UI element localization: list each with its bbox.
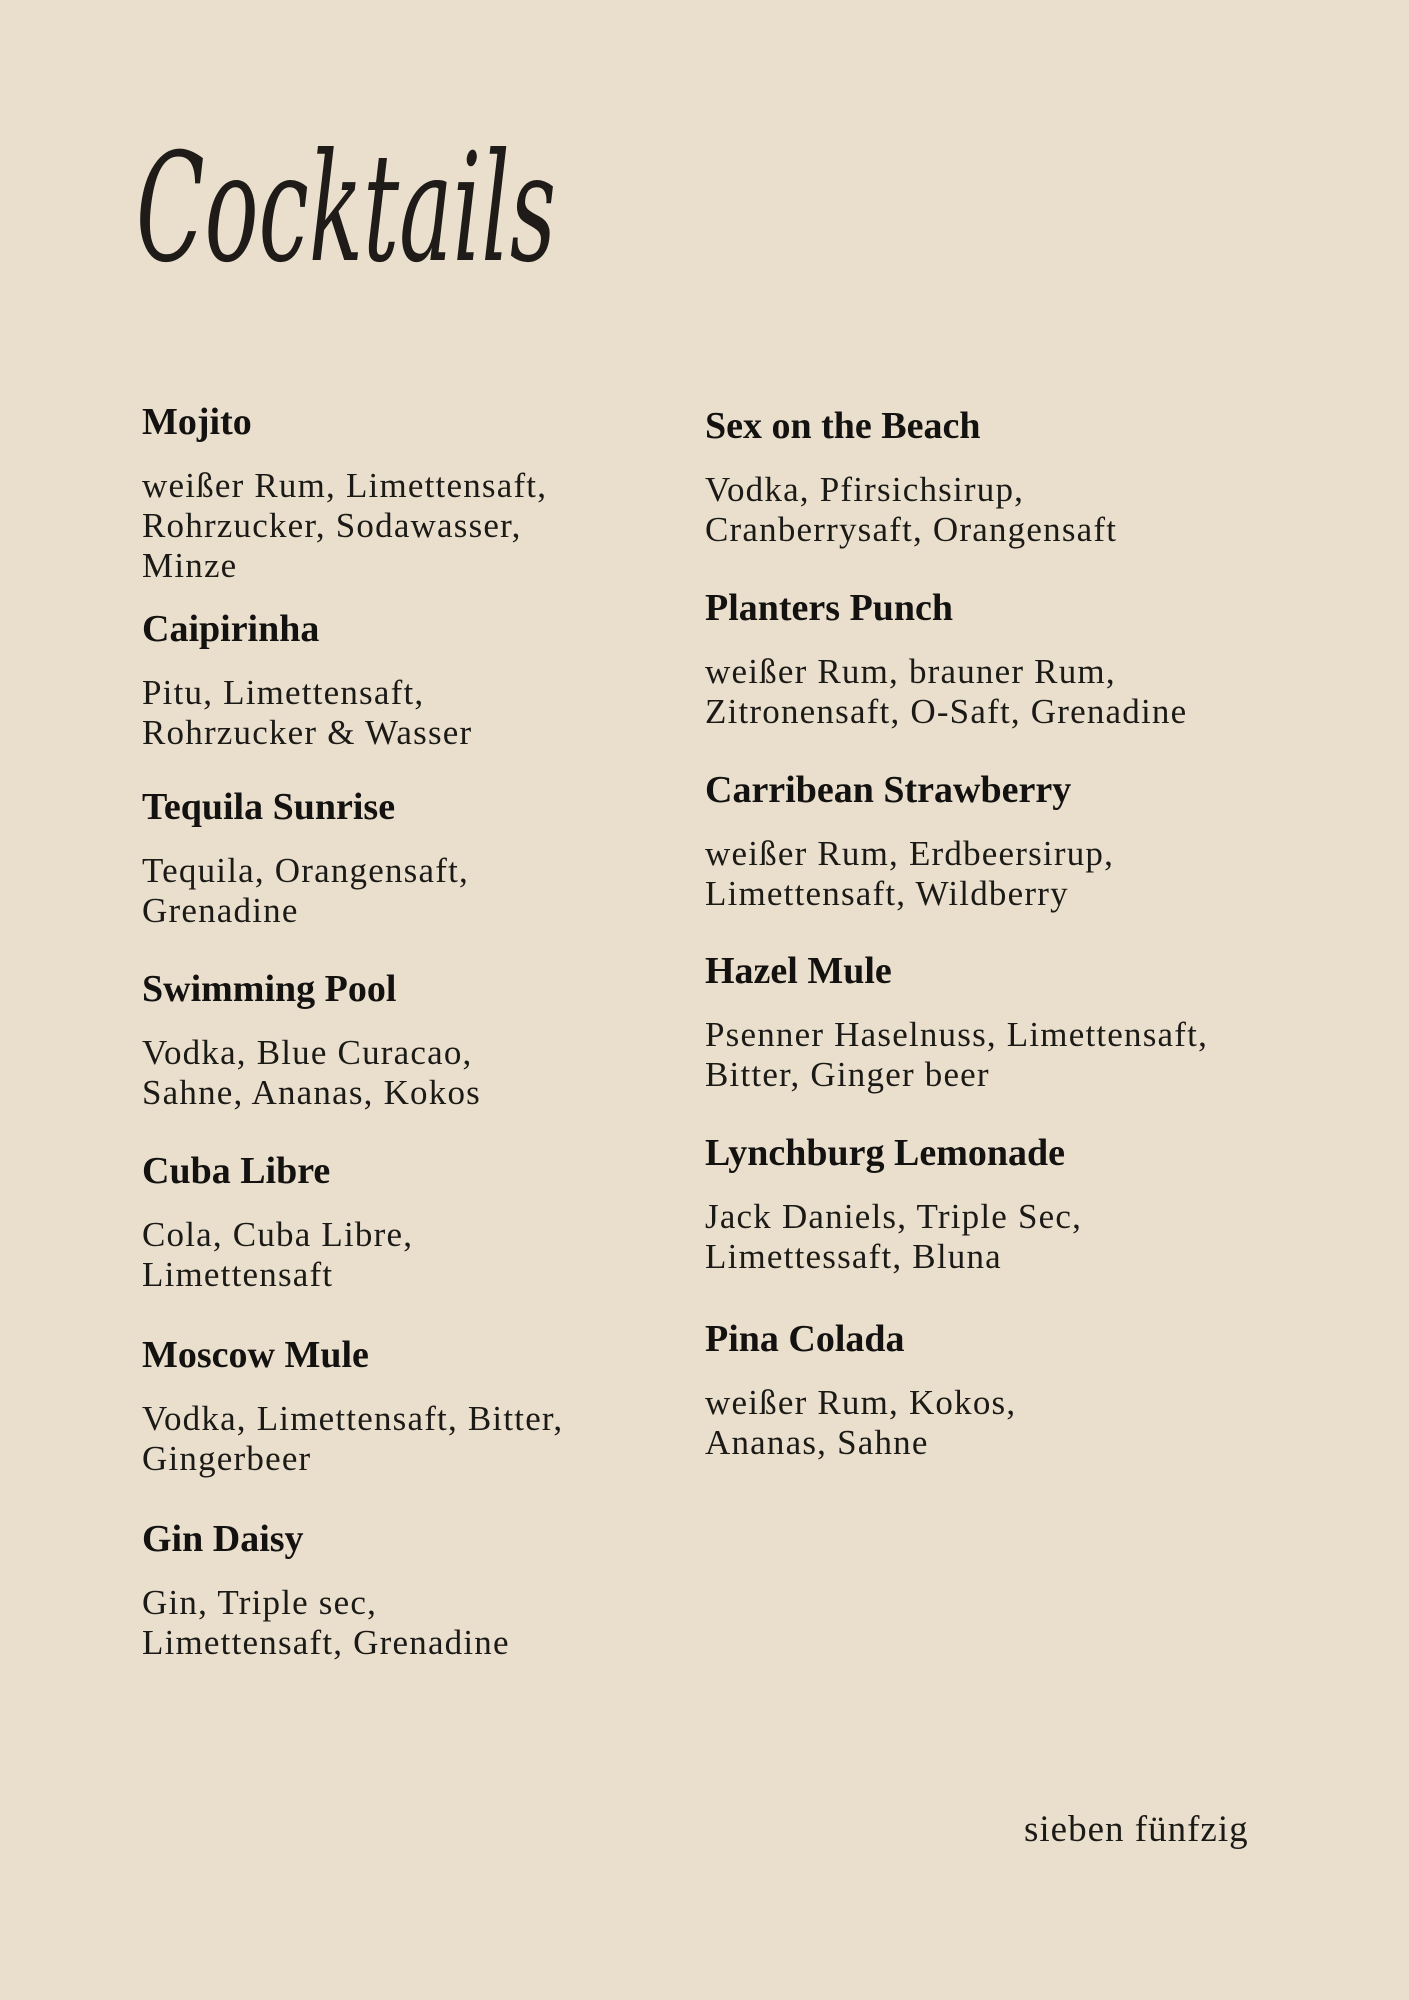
script-title — [136, 95, 576, 295]
item-ingredients: weißer Rum, Kokos, Ananas, Sahne — [705, 1383, 1017, 1462]
menu-item-mojito — [142, 400, 742, 586]
item-ingredients: Vodka, Pfirsichsirup, Cranberrysaft, Orangensaft — [705, 470, 1118, 549]
item-name: Carribean Strawberry — [705, 769, 1072, 811]
item-name: Sex on the Beach — [705, 405, 981, 447]
menu-item-cuba-libre — [142, 1149, 742, 1295]
menu-item-moscow-mule — [142, 1333, 742, 1479]
item-ingredients: Psenner Haselnuss, Limettensaft, Bitter, Ginger beer — [705, 1015, 1209, 1094]
menu-item-sex-on-the-beach — [705, 404, 1305, 550]
item-name: Cuba Libre — [142, 1150, 331, 1192]
item-ingredients: weißer Rum, Erdbeersirup, Limettensaft, Wildberry — [705, 834, 1115, 913]
page-title — [136, 95, 576, 295]
footer-price-text: sieben fünfzig — [1024, 1809, 1249, 1850]
menu-item-carribean-strawberry — [705, 768, 1305, 914]
menu-item-lynchburg-lemonade — [705, 1131, 1305, 1277]
menu-item-caipirinha — [142, 607, 742, 753]
item-name: Hazel Mule — [705, 950, 892, 992]
item-name: Gin Daisy — [142, 1518, 304, 1560]
menu-item-gin-daisy — [142, 1517, 742, 1663]
menu-item-pina-colada — [705, 1317, 1305, 1463]
item-ingredients: Vodka, Limettensaft, Bitter, Gingerbeer — [142, 1399, 564, 1478]
item-ingredients: Cola, Cuba Libre, Limettensaft — [142, 1215, 414, 1294]
menu-item-swimming-pool — [142, 967, 742, 1113]
title-text: Cocktails — [136, 122, 556, 296]
menu-item-planters-punch — [705, 586, 1305, 732]
item-ingredients: Pitu, Limettensaft, Rohrzucker & Wasser — [142, 673, 473, 752]
menu-item-tequila-sunrise — [142, 785, 742, 931]
item-name: Swimming Pool — [142, 968, 397, 1010]
item-ingredients: Jack Daniels, Triple Sec, Limettessaft, Bluna — [705, 1197, 1083, 1276]
item-ingredients: weißer Rum, Limettensaft, Rohrzucker, Sodawasser, Minze — [142, 466, 548, 585]
item-ingredients: Vodka, Blue Curacao, Sahne, Ananas, Kokos — [142, 1033, 481, 1112]
menu-item-hazel-mule — [705, 949, 1305, 1095]
item-ingredients: Gin, Triple sec, Limettensaft, Grenadine — [142, 1583, 510, 1662]
item-name: Planters Punch — [705, 587, 954, 629]
item-name: Mojito — [142, 401, 252, 443]
item-name: Caipirinha — [142, 608, 320, 650]
item-name: Moscow Mule — [142, 1334, 369, 1376]
item-name: Lynchburg Lemonade — [705, 1132, 1066, 1174]
item-name: Pina Colada — [705, 1318, 905, 1360]
item-name: Tequila Sunrise — [142, 786, 396, 828]
item-ingredients: Tequila, Orangensaft, Grenadine — [142, 851, 469, 930]
item-ingredients: weißer Rum, brauner Rum, Zitronensaft, O-Saft, Grenadine — [705, 652, 1188, 731]
